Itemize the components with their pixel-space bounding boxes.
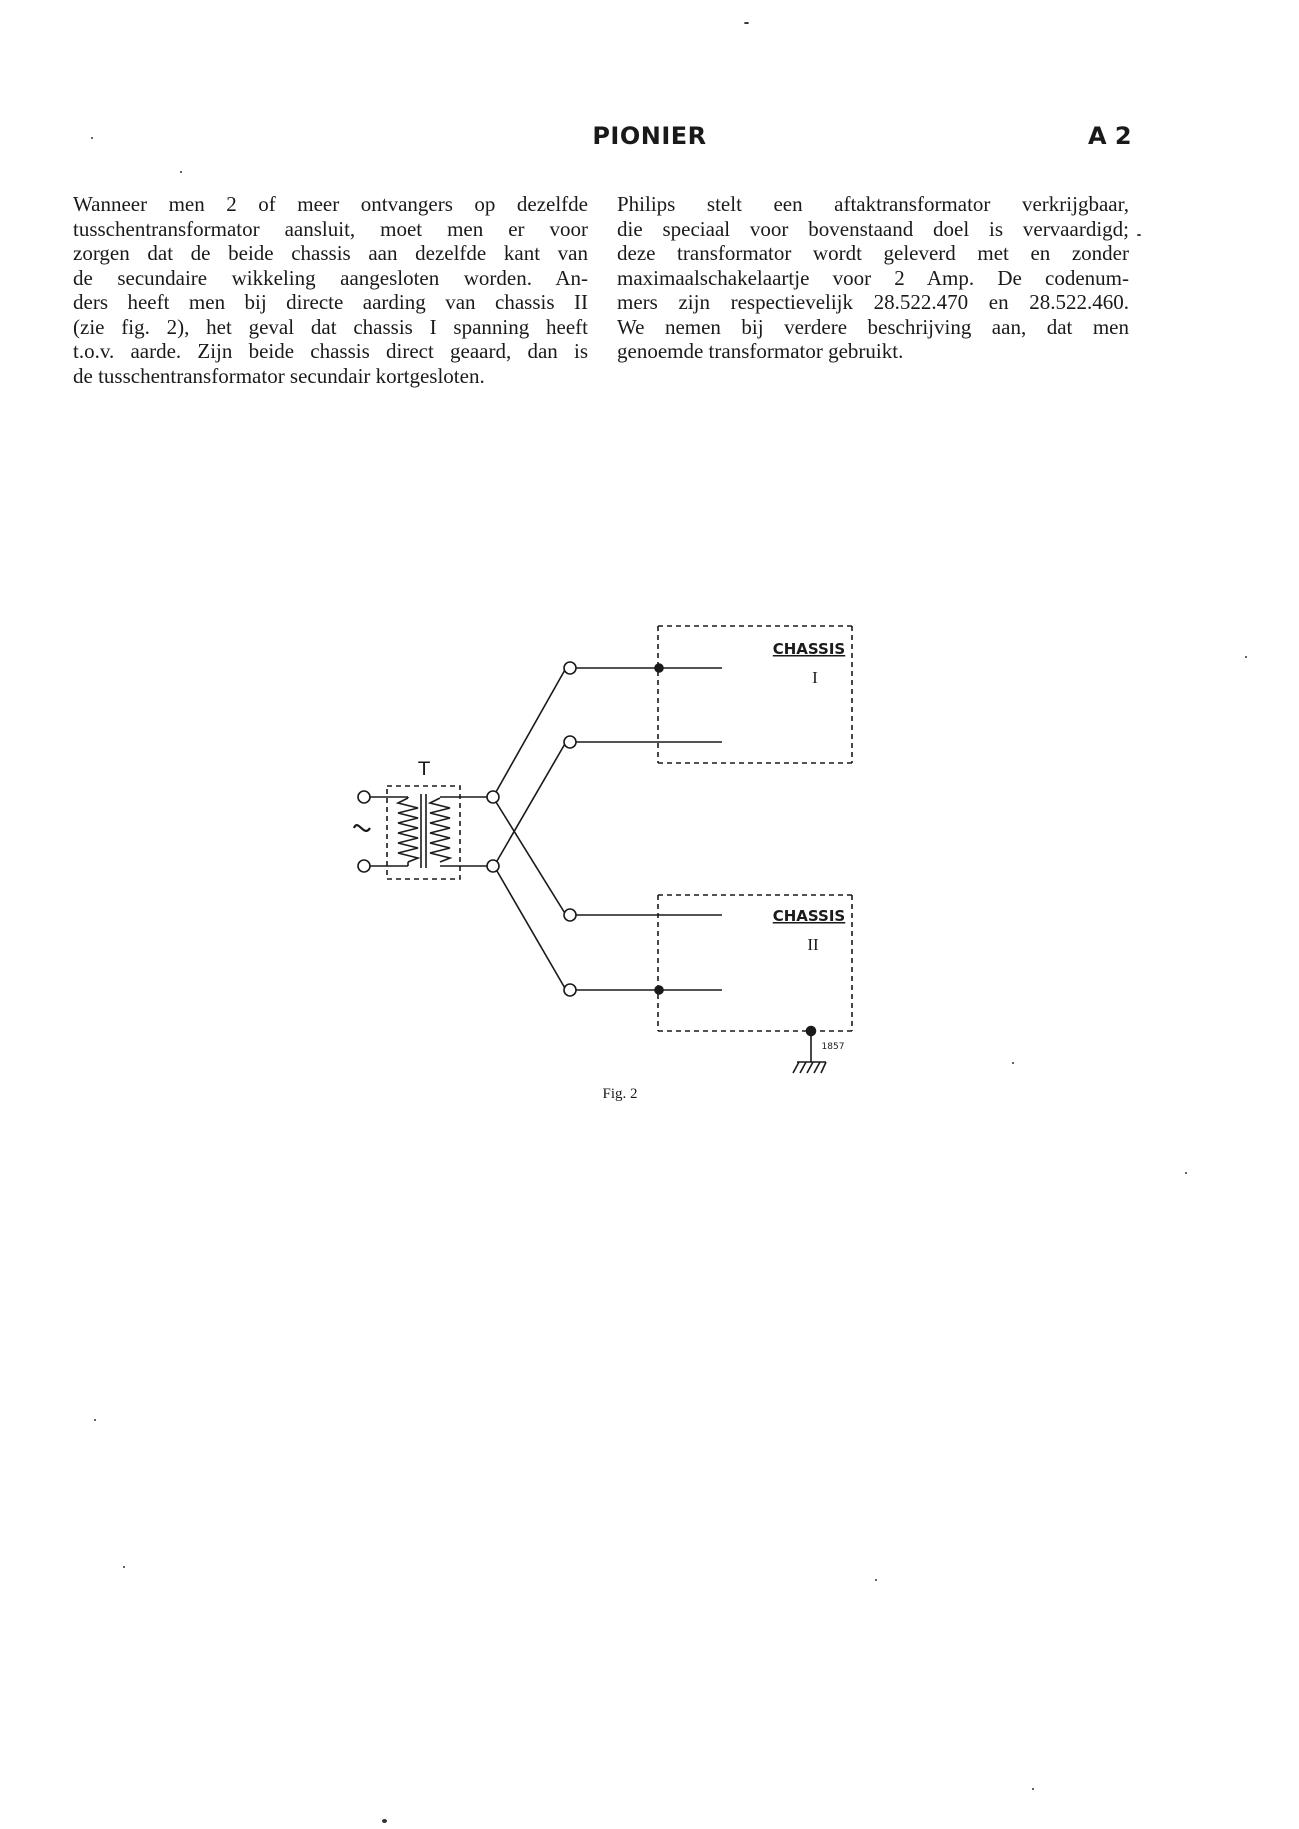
secondary-winding: [430, 798, 450, 862]
chassis-1-label: CHASSIS: [772, 640, 846, 658]
text-line: mers zijn respectievelijk 28.522.470 en 28.522.460.: [617, 290, 1129, 314]
chassis-2-numeral: II: [807, 935, 819, 954]
text-line: tusschentransformator aansluit, moet men er voor: [73, 216, 588, 241]
text-line: de tusschentransformator secundair kortgesloten.: [73, 363, 485, 388]
scan-speck: [1137, 234, 1141, 236]
text-line: We nemen bij verdere beschrijving aan, dat men: [617, 314, 1129, 339]
transformer-label: T: [418, 758, 430, 780]
text-line: die speciaal voor bovenstaand doel is vervaardigd;: [617, 216, 1129, 241]
figure-caption: Fig. 2: [602, 1086, 638, 1102]
secondary-terminal-top: [487, 791, 499, 803]
scan-speck: [875, 1579, 877, 1581]
chassis-1-terminal: [564, 736, 576, 748]
text-line: (zie fig. 2), het geval dat chassis I spanning heeft: [73, 314, 588, 339]
chassis-2-terminal: [564, 984, 576, 996]
input-terminal: [358, 860, 370, 872]
scan-speck: [1245, 656, 1247, 658]
transformer: [370, 786, 492, 879]
text-line: zorgen dat de beide chassis aan dezelfde kant van: [73, 241, 588, 265]
lead-wire: [497, 871, 566, 990]
text-line: de secundaire wikkeling aangesloten worden. An-: [73, 265, 588, 290]
chassis-2-label: CHASSIS: [772, 907, 846, 925]
ground-junction: [655, 664, 663, 672]
text-line: t.o.v. aarde. Zijn beide chassis direct geaard, dan is: [73, 339, 588, 363]
scan-speck: [1012, 1062, 1014, 1064]
scan-speck: [1032, 1788, 1034, 1790]
scan-speck: [91, 137, 93, 139]
ac-source-icon: [354, 825, 370, 831]
secondary-terminal-bottom: [487, 860, 499, 872]
primary-winding: [398, 798, 418, 862]
text-line: deze transformator wordt geleverd met en zonder: [617, 241, 1129, 265]
page-code: A 2: [1088, 122, 1132, 150]
drawing-code: 1857: [821, 1042, 845, 1052]
scan-speck: [180, 171, 182, 173]
chassis-2-terminal: [564, 909, 576, 921]
input-terminal: [358, 791, 370, 803]
lead-wire: [496, 668, 566, 792]
ground-junction: [655, 986, 663, 994]
chassis-1-terminal: [564, 662, 576, 674]
chassis-1-numeral: I: [812, 668, 818, 687]
scan-speck: [123, 1566, 125, 1568]
text-line: Philips stelt een aftaktransformator verkrijgbaar,: [617, 192, 1129, 216]
scan-speck: [94, 1419, 96, 1421]
lead-wire: [496, 802, 566, 915]
text-line: ders heeft men bij directe aarding van chassis II: [73, 290, 588, 314]
scan-speck: [744, 22, 749, 24]
page-title: PIONIER: [592, 122, 707, 150]
scan-speck: [382, 1819, 387, 1823]
scan-speck: [1185, 1172, 1187, 1174]
text-line: Wanneer men 2 of meer ontvangers op dezelfde: [73, 192, 588, 216]
text-line: genoemde transformator gebruikt.: [617, 339, 904, 363]
text-line: maximaalschakelaartje voor 2 Amp. De codenum-: [617, 265, 1129, 290]
lead-wire: [497, 742, 566, 861]
